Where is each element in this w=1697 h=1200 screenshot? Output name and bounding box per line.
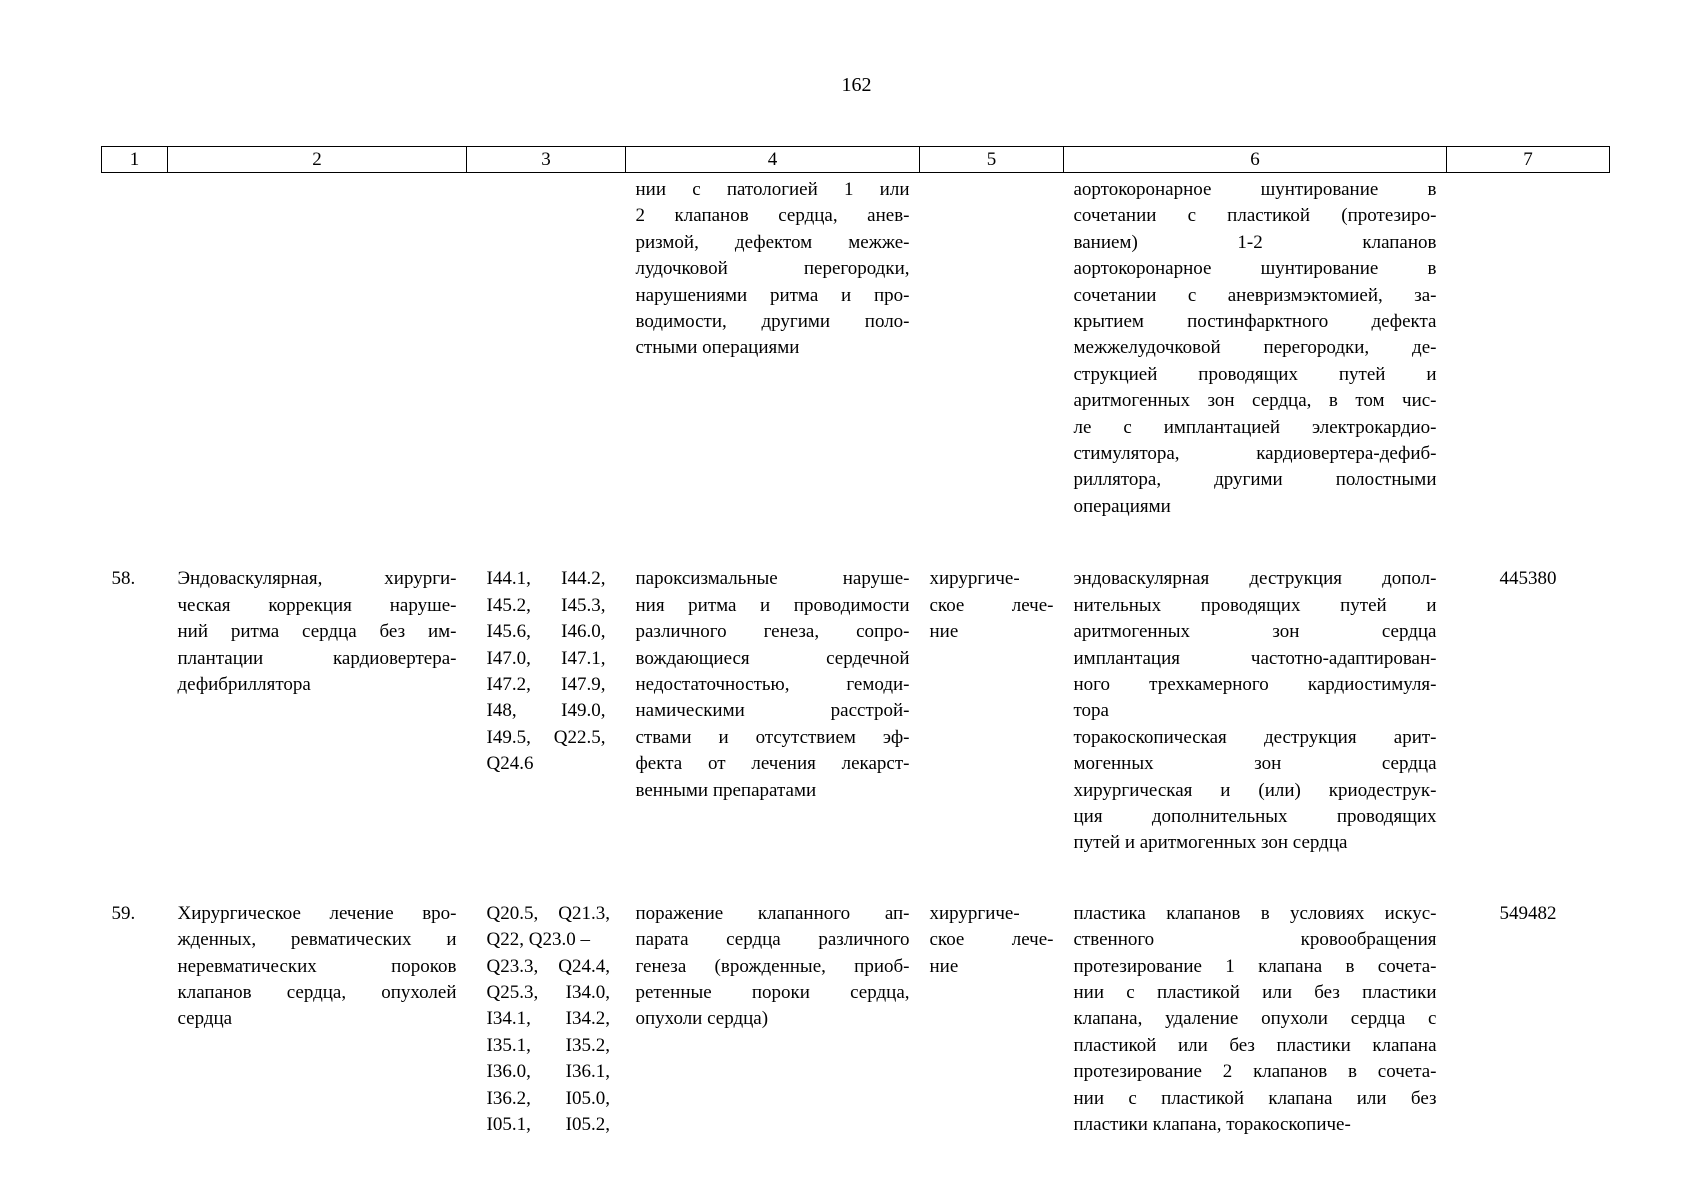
name-lines-line: клапанов сердца, опухолей	[177, 981, 457, 1003]
model-lines-line: генеза (врожденные, приоб-	[635, 955, 910, 977]
method-lines-line: пластика клапанов в условиях искус-	[1073, 902, 1437, 924]
diagnosis-code: I47.9,	[561, 673, 606, 695]
name-lines-line: Хирургическое лечение вро-	[177, 902, 457, 924]
diagnosis-code: I34.1,	[486, 1008, 531, 1030]
method-lines-line: ного трехкамерного кардиостимуля-	[1073, 673, 1437, 695]
diagnosis-code: I35.2,	[565, 1034, 610, 1056]
method-lines-line: клапана, удаление опухоли сердца с	[1073, 1008, 1437, 1030]
diagnosis-code: I35.1,	[486, 1034, 531, 1056]
diagnosis-code: I47.2,	[486, 673, 531, 695]
row-number	[102, 875, 168, 1139]
model-lines-line: нии с патологией 1 или	[635, 179, 910, 200]
name-lines-line: ческая коррекция наруше-	[177, 594, 457, 616]
model-lines-line: намическими расстрой-	[635, 700, 910, 722]
diagnosis-code: I05.1,	[486, 1114, 531, 1135]
diagnosis-code: I05.0,	[565, 1087, 610, 1109]
treatment-type-lines-line: ское лече-	[929, 929, 1054, 951]
diagnosis-code: I36.0,	[486, 1061, 531, 1083]
model-lines-line: фекта от лечения лекарст-	[635, 753, 910, 775]
model-lines-line: ния ритма и проводимости	[635, 594, 910, 616]
cost-value: 549482	[1499, 902, 1557, 924]
treatment-method	[1064, 540, 1447, 874]
care-type-name	[168, 173, 467, 541]
diagnosis-code: I49.5,	[486, 726, 531, 748]
diagnosis-code: Q25.3,	[486, 981, 539, 1003]
column-header-7: 7	[1447, 147, 1610, 173]
column-number-row	[102, 147, 1610, 173]
method-lines-line: аритмогенных зон сердца	[1073, 621, 1437, 643]
name-lines-line: ний ритма сердца без им-	[177, 621, 457, 643]
diagnosis-code: I44.1,	[486, 568, 531, 590]
care-type-name	[168, 875, 467, 1139]
table-row	[102, 173, 1610, 541]
method-lines-line: ванием) 1-2 клапанов	[1073, 231, 1437, 253]
diagnosis-code: I48,	[486, 700, 517, 722]
table-row	[102, 540, 1610, 874]
method-lines-line: пластикой или без пластики клапана	[1073, 1034, 1437, 1056]
diagnosis-code: Q22, Q23.0 –	[486, 929, 590, 951]
diagnosis-code: I47.1,	[561, 647, 606, 669]
method-lines-line: имплантация частотно-адаптирован-	[1073, 647, 1437, 669]
model-lines-line: нарушениями ритма и про-	[635, 284, 910, 306]
treatment-method	[1064, 173, 1447, 541]
method-lines-line: аортокоронарное шунтирование в	[1073, 179, 1437, 200]
codes-grid	[477, 901, 620, 1139]
treatment-type	[920, 173, 1064, 541]
cost-value: 445380	[1499, 568, 1557, 590]
standard-cost	[1447, 173, 1610, 541]
column-header-2: 2	[168, 147, 467, 173]
method-lines-line: операциями	[1073, 495, 1171, 517]
row-number	[102, 540, 168, 874]
diagnosis-code: I36.2,	[486, 1087, 531, 1109]
diagnosis-code: I05.2,	[565, 1114, 610, 1135]
diagnosis-code: Q22.5,	[553, 726, 606, 748]
diagnosis-code: Q24.6	[486, 753, 534, 775]
row-number-text: 58.	[111, 568, 136, 590]
model-lines-line: лудочковой перегородки,	[635, 258, 910, 280]
treatment-type-lines-line: ние	[929, 621, 959, 643]
name-lines-line: неревматических пороков	[177, 955, 457, 977]
codes-line	[477, 980, 620, 1006]
codes-line	[477, 672, 616, 698]
method-lines-line: риллятора, другими полостными	[1073, 469, 1437, 491]
method-lines-line: сочетании с аневризмэктомией, за-	[1073, 284, 1437, 306]
codes-line	[477, 725, 616, 751]
treatment-type-lines-line: хирургиче-	[929, 568, 1020, 590]
row-number	[102, 173, 168, 541]
method-lines-line: протезирование 1 клапана в сочета-	[1073, 955, 1437, 977]
method-lines-line: пластики клапана, торакоскопиче-	[1073, 1114, 1351, 1135]
treatment-type	[920, 875, 1064, 1139]
diagnosis-code: I45.6,	[486, 621, 531, 643]
method-lines-line: ле с имплантацией электрокардио-	[1073, 416, 1437, 438]
model-lines-line: ретенные пороки сердца,	[635, 981, 910, 1003]
codes-line	[477, 593, 616, 619]
codes-line	[477, 1059, 620, 1085]
model-lines-line: опухоли сердца)	[635, 1008, 769, 1030]
method-lines-line: нии с пластикой или без пластики	[1073, 981, 1437, 1003]
standard-cost	[1447, 875, 1610, 1139]
treatment-type-lines-line: ние	[929, 955, 959, 977]
method-lines-line: стимулятора, кардиовертера-дефиб-	[1073, 443, 1437, 465]
codes-line	[477, 1006, 620, 1032]
model-lines-line: ризмой, дефектом межже-	[635, 231, 910, 253]
diagnosis-code: Q24.4,	[558, 955, 610, 977]
method-lines-line: могенных зон сердца	[1073, 753, 1437, 775]
model-lines-line: вождающиеся сердечной	[635, 647, 910, 669]
page-number: 162	[841, 74, 872, 96]
codes-line	[477, 1086, 620, 1112]
diagnosis-code: I49.0,	[561, 700, 606, 722]
diagnosis-code: I47.0,	[486, 647, 531, 669]
diagnosis-code: I34.0,	[565, 981, 610, 1003]
codes-line	[477, 646, 616, 672]
codes-line	[477, 901, 620, 927]
codes-line	[477, 927, 620, 953]
model-lines-line: ствами и отсутствием эф-	[635, 726, 910, 748]
model-lines-line: стными операциями	[635, 337, 800, 359]
method-lines-line: тора	[1073, 700, 1109, 722]
method-lines-line: нии с пластикой клапана или без	[1073, 1087, 1437, 1109]
diagnosis-code: I34.2,	[565, 1008, 610, 1030]
name-lines-line: дефибриллятора	[177, 673, 311, 695]
name-lines-line: плантации кардиовертера-	[177, 647, 457, 669]
method-lines-line: хирургическая и (или) криодеструк-	[1073, 779, 1437, 801]
column-header-6: 6	[1064, 147, 1447, 173]
diagnosis-code: Q23.3,	[486, 955, 539, 977]
codes-line	[477, 1033, 620, 1059]
treatment-type-lines-line: ское лече-	[929, 594, 1054, 616]
method-lines-line: нительных проводящих путей и	[1073, 594, 1437, 616]
diagnosis-code: I46.0,	[561, 621, 606, 643]
patient-model	[626, 540, 920, 874]
method-lines-line: крытием постинфарктного дефекта	[1073, 311, 1437, 333]
patient-model	[626, 875, 920, 1139]
method-lines-line: эндоваскулярная деструкция допол-	[1073, 568, 1437, 590]
treatment-method	[1064, 875, 1447, 1139]
model-lines-line: недостаточностью, гемоди-	[635, 673, 910, 695]
method-lines-line: сочетании с пластикой (протезиро-	[1073, 205, 1437, 227]
standard-cost	[1447, 540, 1610, 874]
diagnosis-code: I45.3,	[561, 594, 606, 616]
row-number-text: 59.	[111, 902, 136, 924]
table-row	[102, 875, 1610, 1139]
column-header-5: 5	[920, 147, 1064, 173]
codes-grid	[477, 566, 616, 777]
column-header-4: 4	[626, 147, 920, 173]
method-lines-line: межжелудочковой перегородки, де-	[1073, 337, 1437, 359]
method-lines-line: протезирование 2 клапанов в сочета-	[1073, 1061, 1437, 1083]
codes-line	[477, 954, 620, 980]
column-header-3: 3	[467, 147, 626, 173]
codes-line	[477, 619, 616, 645]
model-lines-line: венными препаратами	[635, 779, 817, 801]
patient-model	[626, 173, 920, 541]
diagnosis-code: Q21.3,	[558, 902, 610, 924]
treatment-type-lines-line: хирургиче-	[929, 902, 1020, 924]
method-lines-line: ция дополнительных проводящих	[1073, 805, 1437, 827]
model-lines-line: водимости, другими поло-	[635, 311, 910, 333]
codes-line	[477, 751, 616, 777]
diagnosis-code: I44.2,	[561, 568, 606, 590]
model-lines-line: 2 клапанов сердца, анев-	[635, 205, 910, 227]
method-lines-line: аритмогенных зон сердца, в том чис-	[1073, 390, 1437, 412]
diagnosis-code: Q20.5,	[486, 902, 539, 924]
codes-line	[477, 698, 616, 724]
method-lines-line: аортокоронарное шунтирование в	[1073, 258, 1437, 280]
method-lines-line: путей и аритмогенных зон сердца	[1073, 832, 1348, 854]
model-lines-line: парата сердца различного	[635, 929, 910, 951]
model-lines-line: пароксизмальные наруше-	[635, 568, 910, 590]
name-lines-line: сердца	[177, 1008, 233, 1030]
method-lines-line: торакоскопическая деструкция арит-	[1073, 726, 1437, 748]
diagnosis-codes	[467, 173, 626, 541]
method-lines-line: струкцией проводящих путей и	[1073, 363, 1437, 385]
method-lines-line: ственного кровообращения	[1073, 929, 1437, 951]
model-lines-line: различного генеза, сопро-	[635, 621, 910, 643]
codes-line	[477, 566, 616, 592]
model-lines-line: поражение клапанного ап-	[635, 902, 910, 924]
diagnosis-code: I36.1,	[565, 1061, 610, 1083]
name-lines-line: Эндоваскулярная, хирурги-	[177, 568, 457, 590]
codes-line	[477, 1112, 620, 1138]
diagnosis-code: I45.2,	[486, 594, 531, 616]
treatment-type	[920, 540, 1064, 874]
diagnosis-codes	[467, 875, 626, 1139]
medical-care-table	[101, 146, 1610, 1138]
column-header-1: 1	[102, 147, 168, 173]
care-type-name	[168, 540, 467, 874]
diagnosis-codes	[467, 540, 626, 874]
name-lines-line: жденных, ревматических и	[177, 929, 457, 951]
